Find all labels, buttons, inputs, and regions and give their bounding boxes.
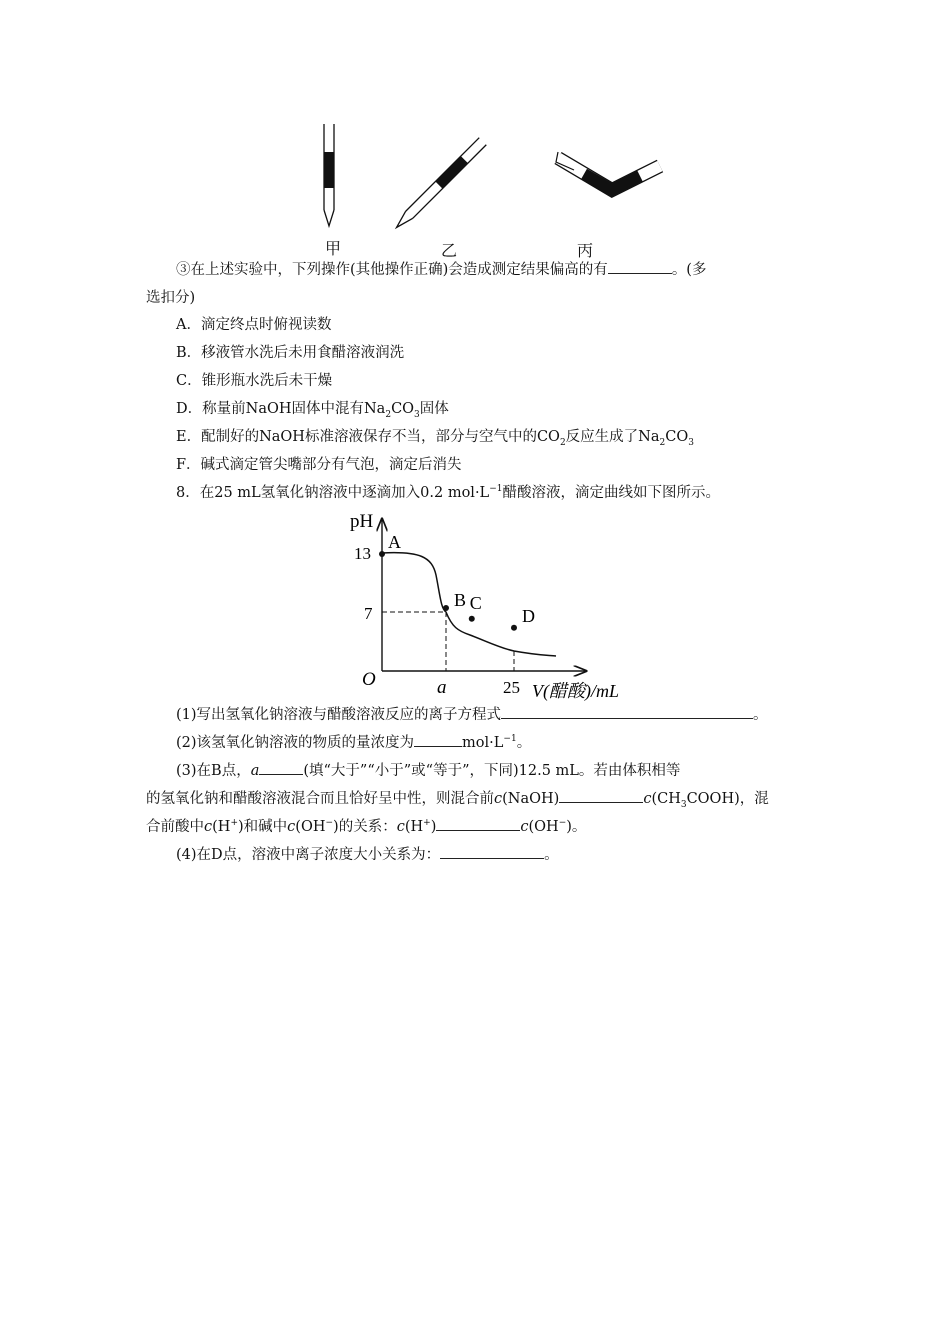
q8-part3-blank-a[interactable] <box>259 760 303 775</box>
pipette-label-bing: 丙 <box>577 241 594 260</box>
x-tick-a: a <box>437 677 447 698</box>
origin-label: O <box>362 669 376 690</box>
x-axis-label: V(醋酸)/mL <box>532 681 619 701</box>
point-b <box>443 605 449 611</box>
y-tick-13: 13 <box>354 544 371 563</box>
option-c: C．锥形瓶水洗后未干燥 <box>176 373 333 389</box>
point-label-c: C <box>469 592 482 613</box>
option-e: E．配制好的NaOH标准溶液保存不当，部分与空气中的$CO_2$反应生成了$Na_2CO_3$ <box>176 429 694 448</box>
y-tick-7: 7 <box>364 604 373 623</box>
pipette-label-yi: 乙 <box>441 241 458 260</box>
option-b: B．移液管水洗后未用食醋溶液润洗 <box>176 345 405 361</box>
q7-3-answer-blank[interactable] <box>608 259 672 274</box>
q8-part1-blank[interactable] <box>501 704 753 719</box>
q8-part2: (2)该氢氧化钠溶液的物质的量浓度为 $mol\cdot L^{-1}$。 <box>176 732 531 753</box>
option-f: F．碱式滴定管尖嘴部分有气泡，滴定后消失 <box>176 457 462 473</box>
q8-part3: (3)在B点，a (填“大于”“小于”或“等于”，下同)12.5 mL。若由体积相等 <box>176 760 680 781</box>
q8-stem: 8．在25 mL氢氧化钠溶液中逐滴加入0.2 $mol\cdot L^{-1}$醋酸溶液，滴定曲线如下图所示。 <box>176 484 720 501</box>
pipette-bing <box>556 152 660 190</box>
q8-part3-blank-h[interactable] <box>436 816 520 831</box>
q8-part3-cont2: 合前酸中c(H+)和碱中c(OH−)的关系：c(H+) c(OH−)。 <box>146 816 586 837</box>
point-label-a: A <box>388 532 401 552</box>
pipette-jia <box>324 124 334 226</box>
point-c <box>469 616 475 622</box>
q8-part2-blank[interactable] <box>414 732 462 747</box>
point-label-b: B <box>454 590 467 610</box>
y-axis-label: pH <box>350 511 374 532</box>
point-d <box>511 625 517 631</box>
point-a <box>379 551 385 557</box>
pipette-figure <box>300 118 700 230</box>
q8-part4: (4)在D点，溶液中离子浓度大小关系为： 。 <box>176 844 559 865</box>
q8-part4-blank[interactable] <box>440 844 544 859</box>
q8-part3-blank-conc[interactable] <box>559 788 643 803</box>
q7-3-stem: ③在上述实验中，下列操作(其他操作正确)会造成测定结果偏高的有 。(多 <box>176 259 706 280</box>
q8-part1: (1)写出氢氧化钠溶液与醋酸溶液反应的离子方程式 。 <box>176 704 768 725</box>
titration-curve-chart <box>340 505 660 705</box>
q7-3-stem-cont: 选扣分) <box>146 290 196 306</box>
pipette-label-jia: 甲 <box>325 239 342 258</box>
pipette-yi <box>393 138 486 230</box>
option-d: D．称量前NaOH固体中混有$Na_2CO_3$固体 <box>176 401 449 420</box>
option-a: A．滴定终点时俯视读数 <box>176 317 332 333</box>
q8-part3-cont1: 的氢氧化钠和醋酸溶液混合而且恰好呈中性，则混合前c(NaOH) $c(CH_3COOH)$，混 <box>146 788 769 809</box>
x-tick-25: 25 <box>503 678 520 697</box>
point-label-d: D <box>522 605 535 626</box>
